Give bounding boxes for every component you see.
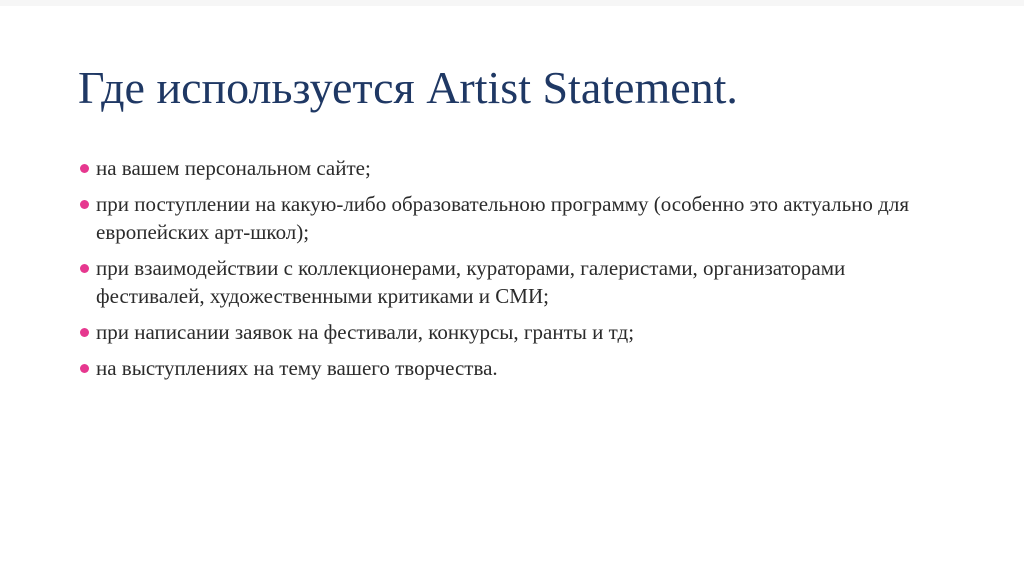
bullet-dot-icon (80, 328, 89, 337)
bullet-text: на вашем персональном сайте; (96, 156, 371, 180)
bullet-dot-icon (80, 164, 89, 173)
bullet-dot-icon (80, 200, 89, 209)
bullet-dot-icon (80, 264, 89, 273)
bullet-text: при написании заявок на фестивали, конкурсы, гранты и тд; (96, 320, 635, 344)
bullet-text: при поступлении на какую-либо образовательною программу (особенно это актуально для европейских арт-школ); (96, 192, 909, 244)
slide-title: Где используется Artist Statement. (78, 62, 738, 113)
bullet-item (78, 354, 958, 382)
bullet-item (78, 190, 958, 246)
bullet-list (78, 154, 958, 390)
top-strip (0, 0, 1024, 6)
bullet-item (78, 254, 958, 310)
bullet-item (78, 318, 958, 346)
bullet-text: при взаимодействии с коллекционерами, кураторами, галеристами, организаторами фестивалей, художественными критиками и СМИ; (96, 256, 846, 308)
bullet-text: на выступлениях на тему вашего творчества. (96, 356, 498, 380)
bullet-dot-icon (80, 364, 89, 373)
bullet-item (78, 154, 958, 182)
